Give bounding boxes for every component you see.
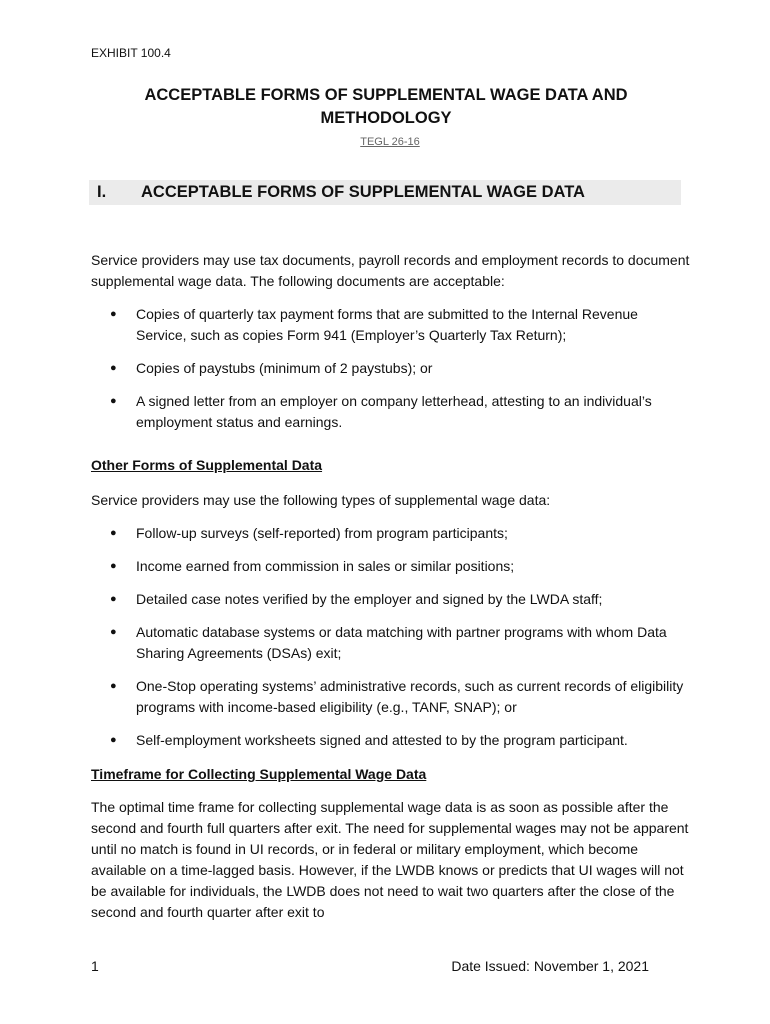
other-forms-list: [91, 523, 691, 751]
list-item: ● Copies of quarterly tax payment forms that are submitted to the Internal Revenue Service, such as copies Form 941 (Employer’s Quarterly Tax Return);: [110, 306, 638, 343]
list-item: ● Follow-up surveys (self-reported) from program participants;: [91, 523, 691, 544]
section-number: I.: [97, 183, 107, 201]
bullet-icon: ●: [110, 527, 117, 539]
section-heading-bar: [89, 180, 681, 205]
list-item: ● Copies of paystubs (minimum of 2 paystubs); or: [91, 358, 691, 379]
timeframe-heading: Timeframe for Collecting Supplemental Wage Data: [91, 766, 427, 782]
list-item: ● A signed letter from an employer on company letterhead, attesting to an individual’s employment status and earnings.: [110, 393, 652, 430]
bullet-icon: ●: [110, 560, 117, 572]
bullet-icon: ●: [110, 395, 117, 407]
list-item: ● Automatic database systems or data matching with partner programs with whom Data Sharing Agreements (DSAs) exit;: [110, 624, 667, 661]
section-title: ACCEPTABLE FORMS OF SUPPLEMENTAL WAGE DATA: [141, 183, 585, 201]
exhibit-label: EXHIBIT 100.4: [91, 46, 171, 60]
document-title: [91, 84, 681, 130]
title-line-2: METHODOLOGY: [320, 109, 452, 127]
list-item: ● Self-employment worksheets signed and attested to by the program participant.: [91, 730, 691, 751]
page-number: 1: [91, 958, 99, 974]
list-item: ● Income earned from commission in sales or similar positions;: [91, 556, 691, 577]
tegl-reference-link[interactable]: TEGL 26-16: [360, 136, 420, 148]
list-item: ● One-Stop operating systems’ administrative records, such as current records of eligibility programs with income-based eligibility (e.g., TANF, SNAP); or: [110, 678, 684, 715]
bullet-icon: ●: [110, 626, 117, 638]
list-item: ● Detailed case notes verified by the employer and signed by the LWDA staff;: [91, 589, 691, 610]
other-forms-intro: Service providers may use the following types of supplemental wage data:: [91, 492, 551, 508]
acceptable-documents-list: [91, 304, 691, 433]
date-issued: Date Issued: November 1, 2021: [451, 958, 649, 974]
section-intro-paragraph: Service providers may use tax documents, payroll records and employment records to document supplemental wage data. The following documents are acceptable:: [91, 252, 690, 289]
bullet-icon: ●: [110, 734, 117, 746]
bullet-icon: ●: [110, 593, 117, 605]
bullet-icon: ●: [110, 308, 117, 320]
bullet-icon: ●: [110, 362, 117, 374]
bullet-icon: ●: [110, 680, 117, 692]
other-forms-heading: Other Forms of Supplemental Data: [91, 457, 323, 473]
title-line-1: ACCEPTABLE FORMS OF SUPPLEMENTAL WAGE DATA AND: [144, 86, 628, 104]
timeframe-paragraph: The optimal time frame for collecting supplemental wage data is as soon as possible after the second and fourth full quarters after exit. The need for supplemental wages may not be apparent until no match is found in UI records, or in federal or military employment, which become available on a time-lagged basis. However, if the LWDB knows or predicts that UI wages will not be available for individuals, the LWDB does not need to wait two quarters after the close of the second and fourth quarter after exit to: [91, 799, 689, 920]
